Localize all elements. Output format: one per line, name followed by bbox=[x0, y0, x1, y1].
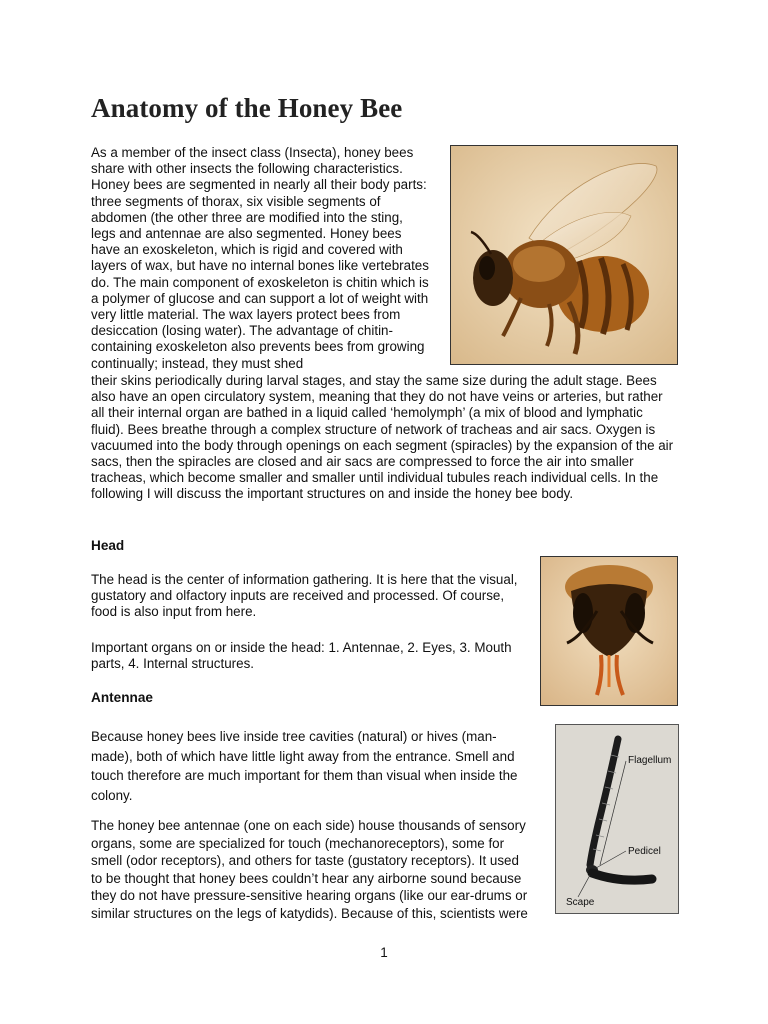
honey-bee-head-photo bbox=[540, 556, 678, 706]
intro-paragraph-wrapped: As a member of the insect class (Insecta), honey bees share with other insects the following characteristics. Honey bees are segmented in nearly all their body parts: three segments of thorax, six visible segments of abdomen (the other three are modified into the sting, legs and antennae are also segmented. Honey bees have an exoskeleton, which is rigid and covered with layers of wax, but have no internal bones like vertebrates do. The main component of exoskeleton is chitin which is a polymer of glucose and can support a lot of weight with very little material. The wax layers protect bees from desiccation (losing water). The advantage of chitin-containing exoskeleton also prevents bees from growing continually; instead, they must shed bbox=[91, 145, 429, 371]
section-heading-antennae: Antennae bbox=[91, 690, 153, 705]
honey-bee-side-photo bbox=[450, 145, 678, 365]
antenna-labeled-photo bbox=[555, 724, 679, 914]
label-pedicel: Pedicel bbox=[628, 846, 661, 857]
intro-paragraph-full: their skins periodically during larval stages, and stay the same size during the adult stage. Bees also have an open circulatory system, meaning that they do not have veins or arteries, but rather all their internal organ are bathed in a liquid called ‘hemolymph’ (a mix of blood and lymphatic fluid). Bees breathe through a complex structure of network of tracheas and air sacs. Oxygen is vacuumed into the body through openings on each segment (spiracles) by the expansion of the air sacs, then the spiracles are closed and air sacs are compressed to force the air into smaller tracheas, which become smaller and smaller until individual tubules reach individual cells. In the following I will discuss the important structures on and inside the honey bee body. bbox=[91, 373, 674, 502]
section-heading-head: Head bbox=[91, 538, 125, 553]
page-number: 1 bbox=[380, 945, 388, 960]
antennae-paragraph-1: Because honey bees live inside tree cavities (natural) or hives (man-made), both of which have little light away from the entrance. Smell and touch therefore are much important for them than visual when inside the colony. bbox=[91, 729, 518, 803]
head-paragraph-2: Important organs on or inside the head: 1. Antennae, 2. Eyes, 3. Mouth parts, 4. Internal structures. bbox=[91, 640, 512, 672]
head-paragraph-1: The head is the center of information gathering. It is here that the visual, gustatory and olfactory inputs are received and processed. Of course, food is also input from here. bbox=[91, 572, 518, 620]
page-title: Anatomy of the Honey Bee bbox=[91, 93, 403, 123]
label-scape: Scape bbox=[566, 897, 595, 908]
antennae-paragraph-2: The honey bee antennae (one on each side) house thousands of sensory organs, some are specialized for touch (mechanoreceptors), some for smell (odor receptors), and others for taste (gustatory receptors). It used to be thought that honey bees couldn’t hear any airborne sound because they do not have pressure-sensitive hearing organs (like our ear-drums or similar structures on the legs of katydids). Because of this, scientists were bbox=[91, 818, 528, 921]
label-flagellum: Flagellum bbox=[628, 755, 672, 766]
